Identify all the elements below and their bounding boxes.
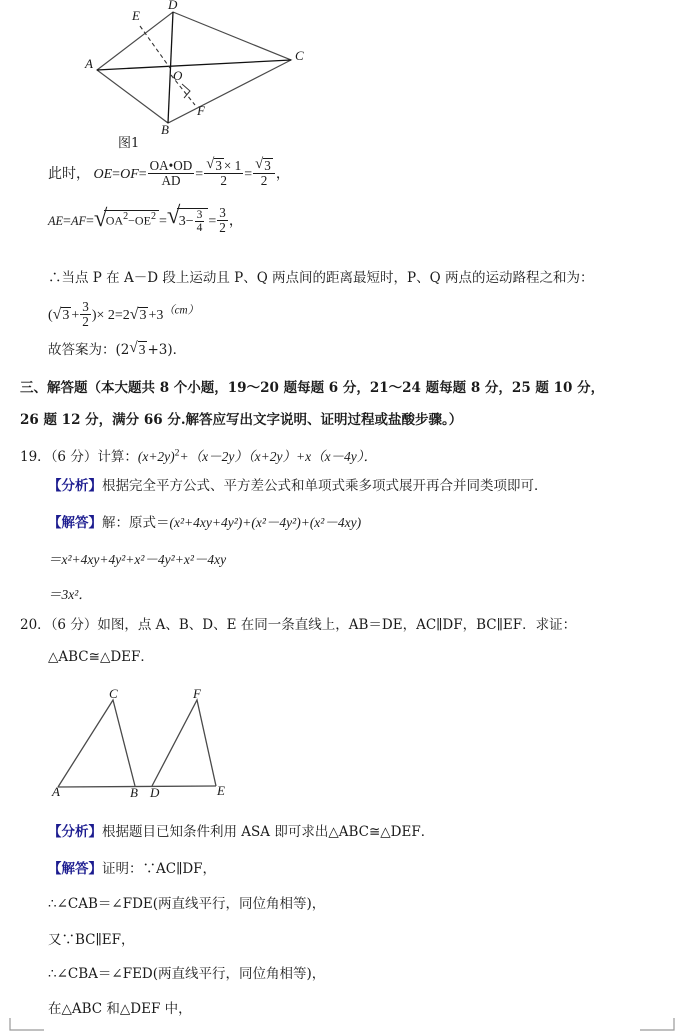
figure2-label-B: B: [130, 785, 138, 800]
q19-expr-a: (x+2y): [137, 449, 175, 464]
proof-of: OF: [120, 167, 139, 183]
unit-cm: （cm）: [163, 304, 199, 317]
proof-oe: OE: [93, 167, 113, 183]
proof-eq2: =: [86, 214, 94, 230]
figure1-label-O: O: [173, 68, 183, 83]
frac-numerator: OA•OD: [149, 158, 193, 173]
proof-eq3: =: [195, 167, 204, 183]
answer-label: 【解答】: [48, 515, 102, 531]
proof-af: AF: [70, 214, 86, 229]
q19-prompt-text: 计算：: [97, 449, 138, 465]
radical-oa2-minus-oe2: [94, 210, 159, 230]
q19-solution-line-3: ＝3x²．: [48, 587, 92, 602]
figure2-label-F: F: [193, 686, 201, 701]
crop-mark-bottom-right: [640, 1018, 674, 1030]
radical-sqrt3: √ 3: [53, 307, 72, 324]
figure1-label-A: A: [85, 56, 93, 71]
radical-3-minus-3over4: [167, 208, 208, 234]
q20-proof-line-2: 又∵BC∥EF，: [48, 932, 135, 948]
proof-eq3: =: [159, 214, 167, 230]
fraction-oa-od-ad: [148, 159, 195, 188]
q20-analysis-line: [48, 820, 434, 840]
figure2-label-E: E: [217, 783, 225, 798]
section-header-line-2: 26 题 12 分，满分 66 分.解答应写出文字说明、证明过程或盐酸步骤。）: [20, 412, 463, 428]
radical-sqrt3: √ 3: [255, 158, 273, 173]
frac-denominator: 2: [204, 173, 243, 188]
radicand: 3− $\frac{3}{4}$: [177, 208, 209, 234]
figure2-label-A: A: [52, 784, 60, 799]
q20-proof-line-1: ∴∠CAB＝∠FDE(两直线平行，同位角相等)，: [48, 896, 326, 912]
proof-comma: ，: [275, 166, 290, 183]
q19-expr-a-exponent: 2: [174, 447, 180, 459]
q20-proof-line-3: ∴∠CBA＝∠FED(两直线平行，同位角相等)，: [48, 966, 326, 982]
figure-1-caption: 图1: [118, 136, 140, 151]
q19-solution-line-1: (x²+4xy+4y²)+(x²－4y²)+(x²－4xy): [169, 515, 362, 530]
proof-total-distance: ( √ 3 + $\frac{3}{2}$ )× 2=2 √ $3 +3^{(cm)}$: [48, 300, 199, 329]
q19-expr-b: +（x－2y）（x+2y）+x（x－4y）．: [179, 449, 378, 464]
times-1: × 1: [223, 158, 242, 173]
figure1-label-E: E: [132, 8, 140, 23]
figure1-label-F: F: [197, 103, 205, 118]
frac-denominator: AD: [148, 173, 195, 188]
q20-score: （6 分）: [50, 617, 98, 633]
figure-2-svg: [40, 685, 280, 805]
q20-prompt-line-2: △ABC≅△DEF．: [48, 649, 154, 665]
figure1-label-C: C: [295, 48, 304, 63]
q19-solution-line-2: ＝x²+4xy+4y²+x²－4y²+x²－4xy: [48, 552, 227, 567]
right-angle-mark: [182, 84, 190, 98]
proof-eq1: =: [112, 167, 121, 183]
figure2-label-D: D: [150, 785, 160, 800]
proof-line-ae-af: AE=AF= √ $OA^2-OE^2$ = √ 3− $\frac{3}{4}$ = $\frac{3}{2}$ ，: [48, 206, 243, 235]
triangle-def: [152, 700, 216, 786]
proof-eq2: =: [138, 167, 147, 183]
question-20-prompt: [20, 613, 576, 633]
q19-number: 19．: [20, 449, 51, 465]
analysis-label: 【分析】: [48, 478, 102, 494]
fraction-3-over-2-result: $\frac{3}{2}$: [219, 205, 226, 235]
question-19-prompt: [20, 445, 377, 465]
q19-score: （6 分）: [50, 449, 98, 465]
q20-prompt-text: 如图，点 A、B、D、E 在同一条直线上，AB＝DE，AC∥DF，BC∥EF．求证：: [97, 617, 577, 633]
analysis-label: 【分析】: [48, 824, 102, 840]
radical-sqrt3-b: √ 3: [130, 307, 149, 324]
figure2-label-C: C: [109, 686, 118, 701]
q20-answer-line: [48, 857, 216, 877]
figure1-label-B: B: [161, 122, 169, 137]
final-answer-line: 故答案为：(2 √ 3 +3)．: [48, 338, 186, 358]
proof-eq4: =: [208, 214, 217, 230]
radical-sqrt3: √ 3: [206, 158, 224, 173]
q19-analysis-line: [48, 474, 548, 494]
crop-mark-bottom-left: [10, 1018, 44, 1030]
proof-line-oe-of: [48, 158, 290, 188]
analysis-text: 根据题目已知条件利用 ASA 即可求出△ABC≅△DEF．: [102, 824, 435, 840]
figure-1-rhombus: [40, 0, 310, 140]
fraction-sqrt3-times1-over2: [204, 158, 243, 188]
q20-number: 20．: [20, 617, 51, 633]
q20-proof-line-4: 在△ABC 和△DEF 中，: [48, 1001, 192, 1017]
proof-prefix: 此时，: [48, 166, 90, 183]
answer-label: 【解答】: [48, 861, 102, 877]
fraction-sqrt3-over2: [253, 158, 275, 188]
q19-answer-line: [48, 511, 361, 531]
diagonal-ac: [97, 60, 291, 70]
proof-eq1: =: [63, 214, 71, 230]
radicand: $OA^2-OE^2$: [104, 210, 159, 230]
radical-sqrt3: √ 3: [129, 341, 147, 358]
answer-text: 证明：∵AC∥DF，: [102, 861, 217, 877]
fraction-3-over-2: $\frac{3}{2}$: [82, 299, 89, 329]
proof-ae: AE: [48, 214, 64, 229]
figure-2-triangles: [40, 685, 280, 805]
segment-eo-dashed: [140, 26, 170, 68]
frac-numerator: [253, 158, 275, 173]
analysis-text: 根据完全平方公式、平方差公式和单项式乘多项式展开再合并同类项即可．: [102, 478, 548, 494]
frac-denominator: 2: [253, 173, 275, 188]
frac-numerator: [204, 158, 243, 173]
proof-conclusion-line: ∴当点 P 在 A－D 段上运动且 P、Q 两点间的距离最短时，P、Q 两点的运动路程之和为：: [48, 270, 594, 286]
fraction-3-over-4: $\frac{3}{4}$: [196, 208, 203, 235]
proof-eq4: =: [244, 167, 253, 183]
triangle-abc: [58, 700, 135, 787]
section-header-line-1: 三、解答题（本大题共 8 个小题，19～20 题每题 6 分，21～24 题每题 8 分，25 题 10 分，: [20, 380, 605, 396]
figure1-label-D: D: [168, 0, 178, 12]
rhombus-outline: [97, 12, 291, 123]
answer-lead: 解：原式＝: [102, 515, 170, 531]
